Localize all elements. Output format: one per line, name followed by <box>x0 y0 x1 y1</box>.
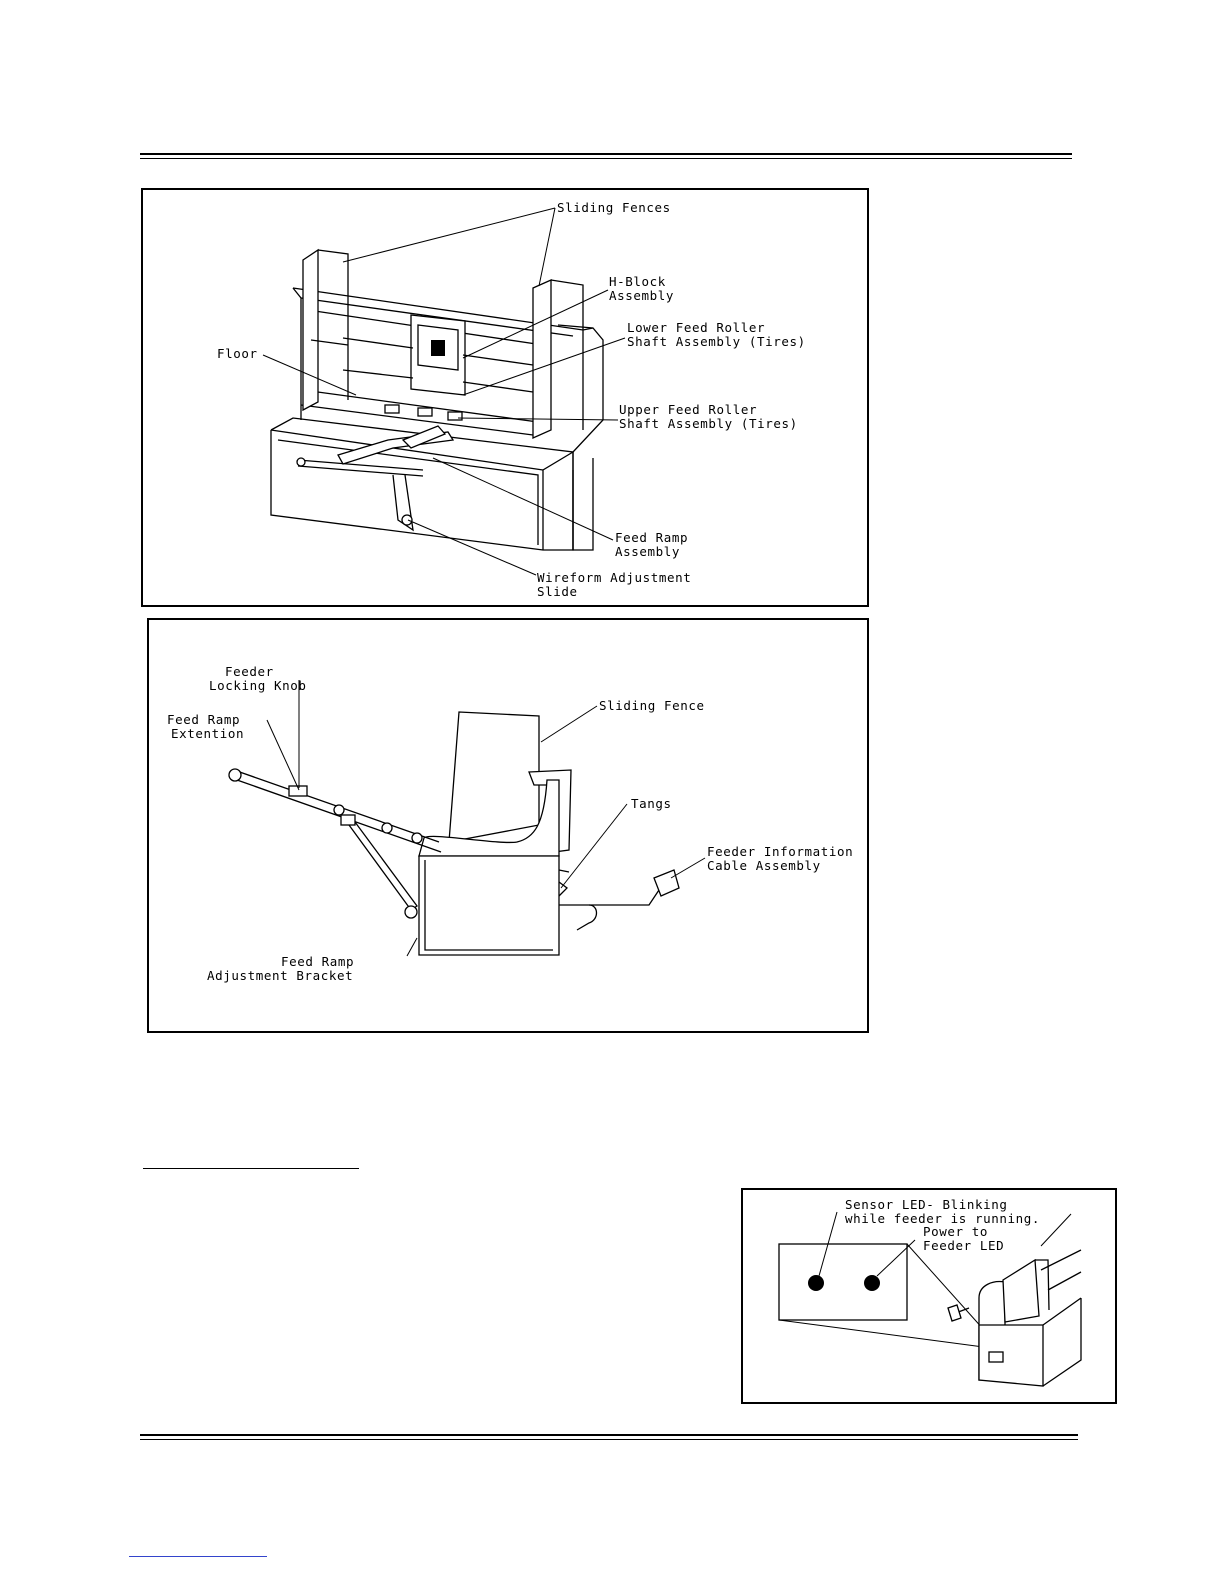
header-rule <box>140 153 1072 155</box>
section-heading-underline <box>143 1168 359 1169</box>
label-sensor-led-1: Sensor LED- Blinking <box>845 1197 1008 1212</box>
label-wireform-2: Slide <box>537 584 578 599</box>
label-power-led-1: Power to <box>923 1224 989 1239</box>
label-tangs: Tangs <box>631 796 672 811</box>
label-cable-2: Cable Assembly <box>707 858 821 873</box>
label-sensor-led-2: while feeder is running. <box>845 1211 1041 1226</box>
footer-rule <box>140 1434 1078 1436</box>
figure-feeder-top-view <box>141 188 869 607</box>
footer-rule-thin <box>140 1439 1078 1440</box>
label-lower-feed-2: Shaft Assembly (Tires) <box>627 334 806 349</box>
label-ramp-ext-1: Feed Ramp <box>167 712 241 727</box>
feeder-side-drawing <box>149 620 871 1035</box>
label-cable-1: Feeder Information <box>707 844 854 859</box>
feeder-led-drawing <box>743 1190 1119 1406</box>
label-feeder-knob-2: Locking Knob <box>209 678 307 693</box>
label-feed-ramp-1: Feed Ramp <box>615 530 689 545</box>
label-upper-feed-2: Shaft Assembly (Tires) <box>619 416 798 431</box>
label-upper-feed-1: Upper Feed Roller <box>619 402 758 417</box>
label-sliding-fences: Sliding Fences <box>557 200 671 215</box>
label-wireform-1: Wireform Adjustment <box>537 570 692 585</box>
figure-feeder-side-view <box>147 618 869 1033</box>
label-power-led-2: Feeder LED <box>923 1238 1005 1253</box>
label-feeder-knob-1: Feeder <box>225 664 274 679</box>
footer-link-underline[interactable] <box>129 1556 267 1557</box>
power-led <box>864 1275 880 1291</box>
label-bracket-2: Adjustment Bracket <box>207 968 354 983</box>
label-ramp-ext-2: Extention <box>171 726 245 741</box>
label-sliding-fence: Sliding Fence <box>599 698 705 713</box>
sensor-led <box>808 1275 824 1291</box>
label-feed-ramp-2: Assembly <box>615 544 681 559</box>
label-lower-feed-1: Lower Feed Roller <box>627 320 766 335</box>
feeder-top-drawing <box>143 190 871 609</box>
label-floor: Floor <box>217 346 258 361</box>
label-h-block-1: H-Block <box>609 274 666 289</box>
figure-feeder-leds <box>741 1188 1117 1404</box>
label-bracket-1: Feed Ramp <box>281 954 355 969</box>
label-h-block-2: Assembly <box>609 288 675 303</box>
header-rule-thin <box>140 158 1072 159</box>
